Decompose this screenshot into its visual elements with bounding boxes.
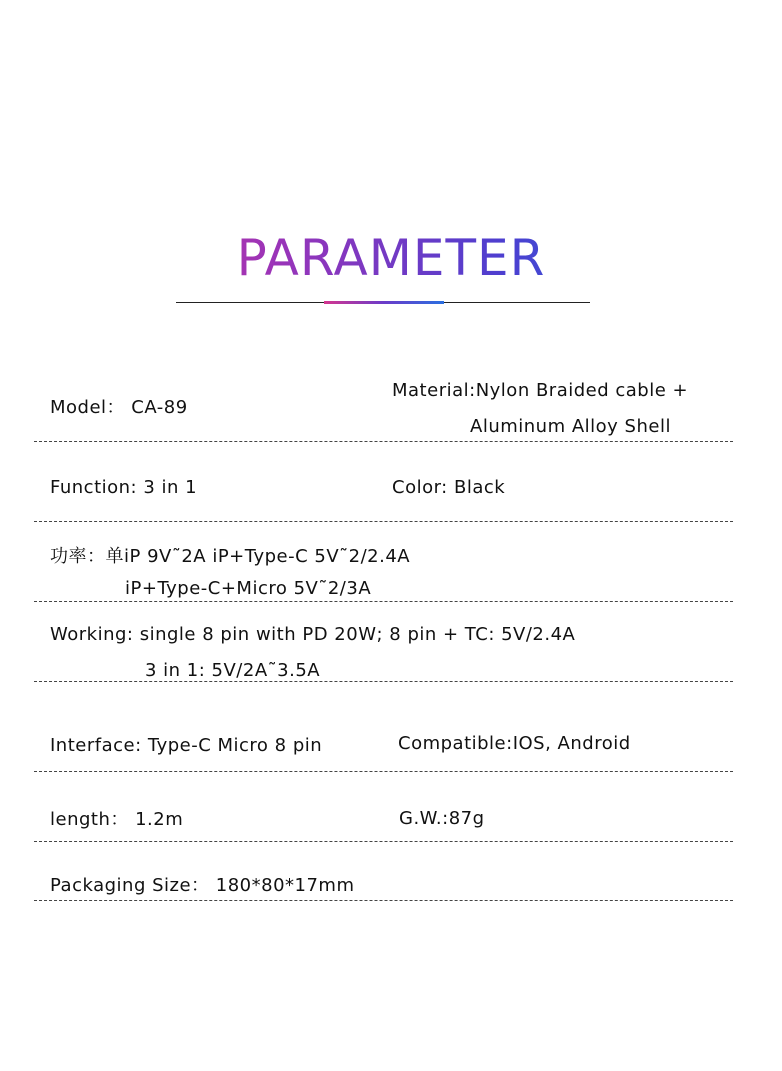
function-spec: Function: 3 in 1 [50,477,198,498]
compatible-spec: Compatible:IOS, Android [398,733,631,754]
row-divider [34,601,733,602]
working-spec-line2: 3 in 1: 5V/2A˜3.5A [145,660,321,681]
row-divider [34,900,733,901]
title-underline-accent [324,301,444,304]
power-spec-line2: iP+Type-C+Micro 5V˜2/3A [125,578,372,599]
power-spec-line1: 功率：单iP 9V˜2A iP+Type-C 5V˜2/2.4A [50,546,411,567]
row-divider [34,441,733,442]
weight-spec: G.W.:87g [399,808,485,829]
material-spec-line1: Material:Nylon Braided cable + [392,380,689,401]
material-spec-line2: Aluminum Alloy Shell [470,416,671,437]
row-divider [34,771,733,772]
page-title: PARAMETER [0,228,782,288]
color-spec: Color: Black [392,477,506,498]
packaging-spec: Packaging Size： 180*80*17mm [50,875,355,896]
working-spec-line1: Working: single 8 pin with PD 20W; 8 pin + TC: 5V/2.4A [50,624,576,645]
model-spec: Model： CA-89 [50,397,188,418]
interface-spec: Interface: Type-C Micro 8 pin [50,735,323,756]
row-divider [34,681,733,682]
row-divider [34,521,733,522]
length-spec: length： 1.2m [50,809,184,830]
row-divider [34,841,733,842]
